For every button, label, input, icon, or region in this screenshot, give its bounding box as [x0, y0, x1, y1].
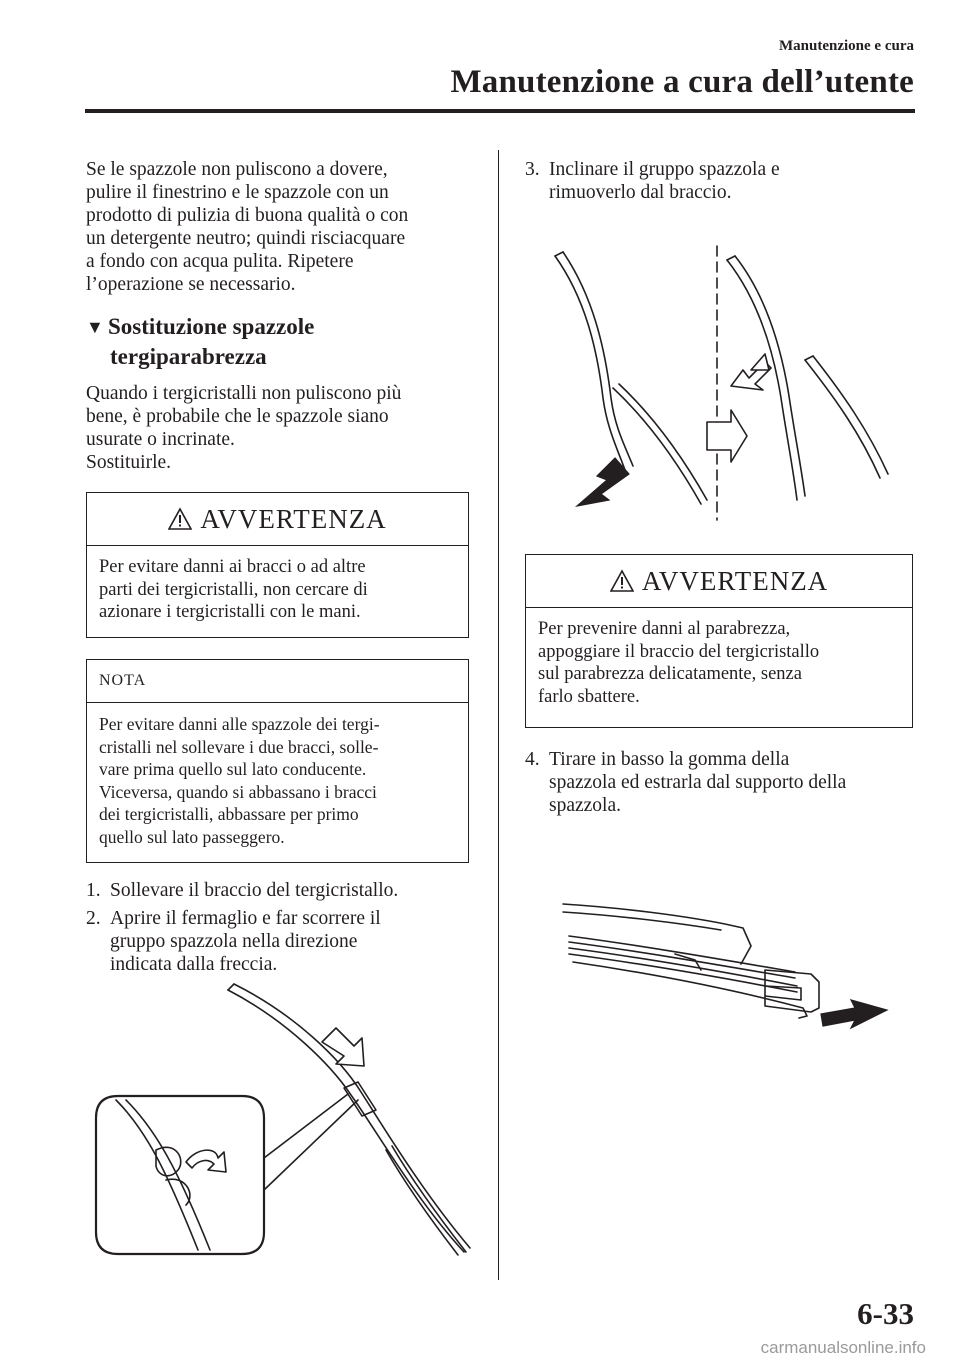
warning-title: AVVERTENZA — [641, 565, 829, 596]
note-line: cristalli nel sollevare i due bracci, solle- — [99, 736, 379, 757]
step-text: Tirare in basso la gomma della — [549, 749, 790, 770]
section-paragraph — [86, 382, 486, 474]
note-body — [87, 702, 468, 858]
step-text: Inclinare il gruppo spazzola e — [549, 159, 780, 180]
note-line: Viceversa, quando si abbassano i bracci — [99, 781, 377, 802]
page-number: 6-33 — [857, 1296, 914, 1331]
step-1 — [86, 879, 486, 902]
wiper-rubber-illustration — [525, 890, 925, 1050]
warning-line: Per evitare danni ai bracci o ad altre — [99, 557, 366, 577]
warning-triangle-icon — [168, 507, 192, 531]
warning-line: Per prevenire danni al parabrezza, — [538, 619, 791, 639]
warning-line: sul parabrezza delicatamente, senza — [538, 664, 802, 684]
step-text: gruppo spazzola nella direzione — [110, 931, 358, 952]
step-3 — [525, 158, 925, 204]
intro-line: l’operazione se necessario. — [86, 274, 296, 295]
running-header-section: Manutenzione e cura — [779, 38, 914, 54]
step-4 — [525, 748, 925, 817]
section-line: Quando i tergicristalli non puliscono più — [86, 383, 402, 404]
step-number: 4. — [525, 749, 540, 770]
section-heading-line: tergiparabrezza — [110, 344, 267, 369]
warning-title: AVVERTENZA — [200, 503, 387, 534]
section-heading-line: Sostituzione spazzole — [108, 314, 315, 339]
warning-line: azionare i tergicristalli con le mani. — [99, 602, 361, 622]
warning-box — [86, 492, 469, 638]
section-line: Sostituirle. — [86, 452, 172, 473]
section-line: usurate o incrinate. — [86, 429, 235, 450]
note-box — [86, 659, 469, 863]
warning-body — [87, 545, 468, 634]
note-line: vare prima quello sul lato conducente. — [99, 759, 367, 779]
warning-body — [526, 607, 912, 718]
warning-line: farlo sbattere. — [538, 686, 640, 707]
wiper-tilt-illustration — [525, 238, 925, 528]
intro-line: Se le spazzole non puliscono a dovere, — [86, 159, 388, 180]
step-number: 2. — [86, 908, 101, 929]
step-text: Sollevare il braccio del tergicristallo. — [110, 880, 399, 901]
note-line: Per evitare danni alle spazzole dei tergi- — [99, 714, 380, 734]
header-rule — [85, 109, 915, 113]
warning-line: parti dei tergicristalli, non cercare di — [99, 579, 368, 600]
note-line: dei tergicristalli, abbassare per primo — [99, 804, 359, 824]
page-title: Manutenzione a cura dell’utente — [450, 64, 914, 100]
note-line: quello sul lato passeggero. — [99, 826, 285, 847]
intro-line: a fondo con acqua pulita. Ripetere — [86, 251, 354, 272]
intro-paragraph — [86, 158, 486, 296]
step-text: Aprire il fermaglio e far scorrere il — [110, 908, 381, 929]
down-triangle-icon: ▼ — [86, 317, 104, 337]
intro-line: pulire il finestrino e le spazzole con un — [86, 182, 389, 203]
pull-right-arrow-icon — [821, 1000, 887, 1028]
warning-triangle-icon — [610, 569, 634, 593]
intro-line: un detergente neutro; quindi risciacquare — [86, 228, 406, 249]
warning-line: appoggiare il braccio del tergicristallo — [538, 641, 820, 662]
step-number: 3. — [525, 159, 540, 180]
step-text: rimuoverlo dal braccio. — [549, 182, 732, 203]
down-left-arrow-icon — [577, 458, 629, 506]
step-number: 1. — [86, 880, 101, 901]
watermark: carmanualsonline.info — [760, 1338, 926, 1357]
step-text: spazzola. — [549, 795, 622, 816]
step-text: spazzola ed estrarla dal supporto della — [549, 772, 847, 793]
warning-box — [525, 554, 913, 728]
section-line: bene, è probabile che le spazzole siano — [86, 406, 389, 427]
wiper-clip-illustration — [86, 980, 486, 1270]
intro-line: prodotto di pulizia di buona qualità o con — [86, 205, 409, 226]
step-2 — [86, 907, 486, 976]
step-text: indicata dalla freccia. — [110, 954, 278, 975]
column-divider — [498, 150, 499, 1280]
note-title: NOTA — [99, 672, 147, 689]
section-heading — [86, 312, 314, 372]
